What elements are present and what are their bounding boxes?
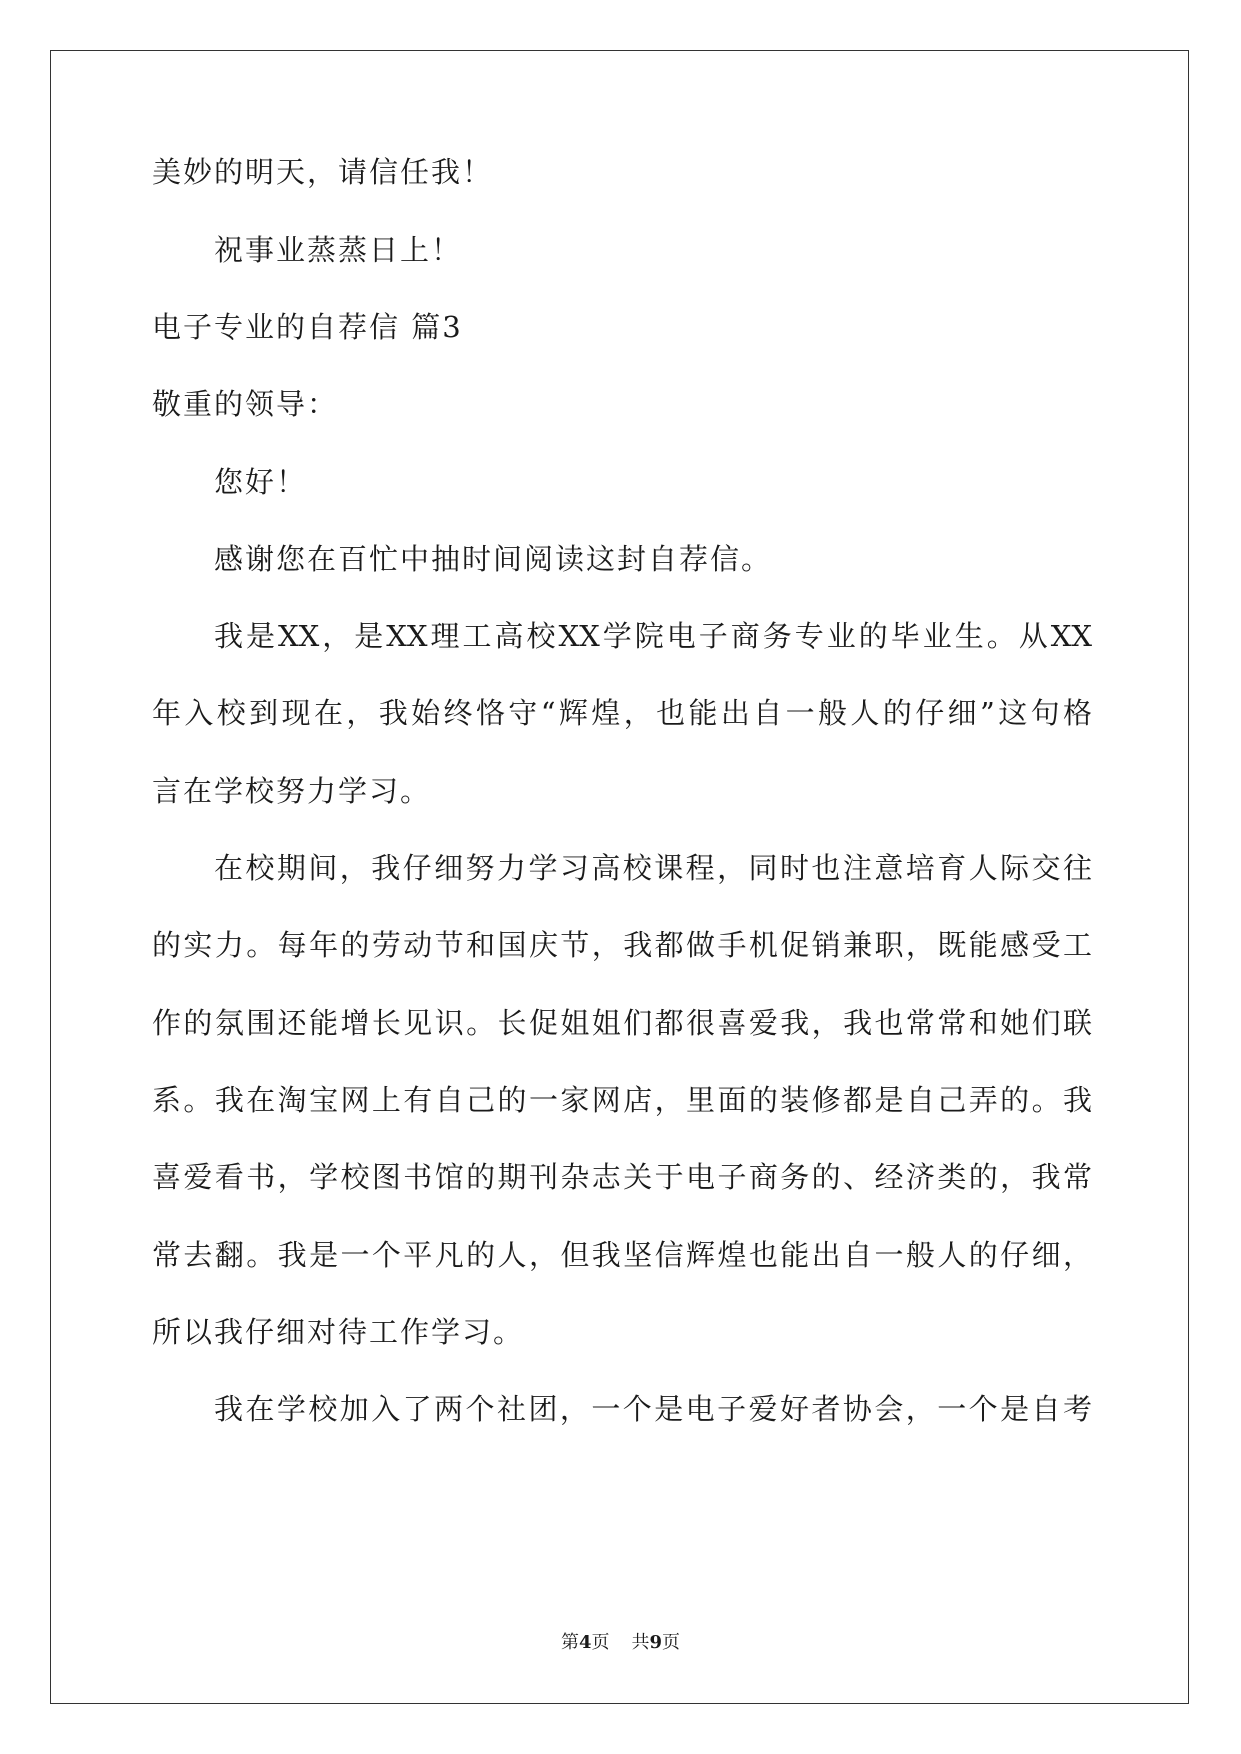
paragraph-line: 作的氛围还能增长见识。长促姐姐们都很喜爱我，我也常常和她们联 (152, 1006, 1092, 1040)
closing-wish: 祝事业蒸蒸日上！ (214, 233, 463, 267)
total-pages-number: 9 (649, 1632, 663, 1653)
current-page-number: 4 (578, 1632, 592, 1653)
paragraph-line: 言在学校努力学习。 (152, 774, 432, 808)
salutation: 敬重的领导： (152, 387, 339, 421)
paragraph-line: 常去翻。我是一个平凡的人，但我坚信辉煌也能出自一般人的仔细， (152, 1238, 1092, 1272)
paragraph-line: 年入校到现在，我始终恪守“辉煌，也能出自一般人的仔细”这句格 (152, 696, 1092, 730)
greeting: 您好！ (214, 465, 308, 499)
paragraph-line: 系。我在淘宝网上有自己的一家网店，里面的装修都是自己弄的。我 (152, 1083, 1092, 1117)
footer-total-prefix: 共 (631, 1632, 650, 1653)
footer-total-suffix: 页 (662, 1632, 681, 1653)
paragraph-line: 感谢您在百忙中抽时间阅读这封自荐信。 (214, 542, 773, 576)
paragraph-line: 的实力。每年的劳动节和国庆节，我都做手机促销兼职，既能感受工 (152, 928, 1092, 962)
paragraph-line: 我是XX，是XX理工高校XX学院电子商务专业的毕业生。从XX (214, 619, 1092, 653)
page-footer (0, 1631, 1241, 1655)
paragraph-line: 在校期间，我仔细努力学习高校课程，同时也注意培育人际交往 (214, 851, 1092, 885)
footer-page-suffix: 页 (591, 1632, 610, 1653)
paragraph-line: 喜爱看书，学校图书馆的期刊杂志关于电子商务的、经济类的，我常 (152, 1160, 1092, 1194)
section-heading: 电子专业的自荐信 篇3 (152, 310, 463, 344)
text-line: 美妙的明天，请信任我！ (152, 155, 494, 189)
paragraph-line: 所以我仔细对待工作学习。 (152, 1315, 525, 1349)
footer-prefix: 第 (560, 1632, 579, 1653)
paragraph-line: 我在学校加入了两个社团，一个是电子爱好者协会，一个是自考 (214, 1392, 1092, 1426)
